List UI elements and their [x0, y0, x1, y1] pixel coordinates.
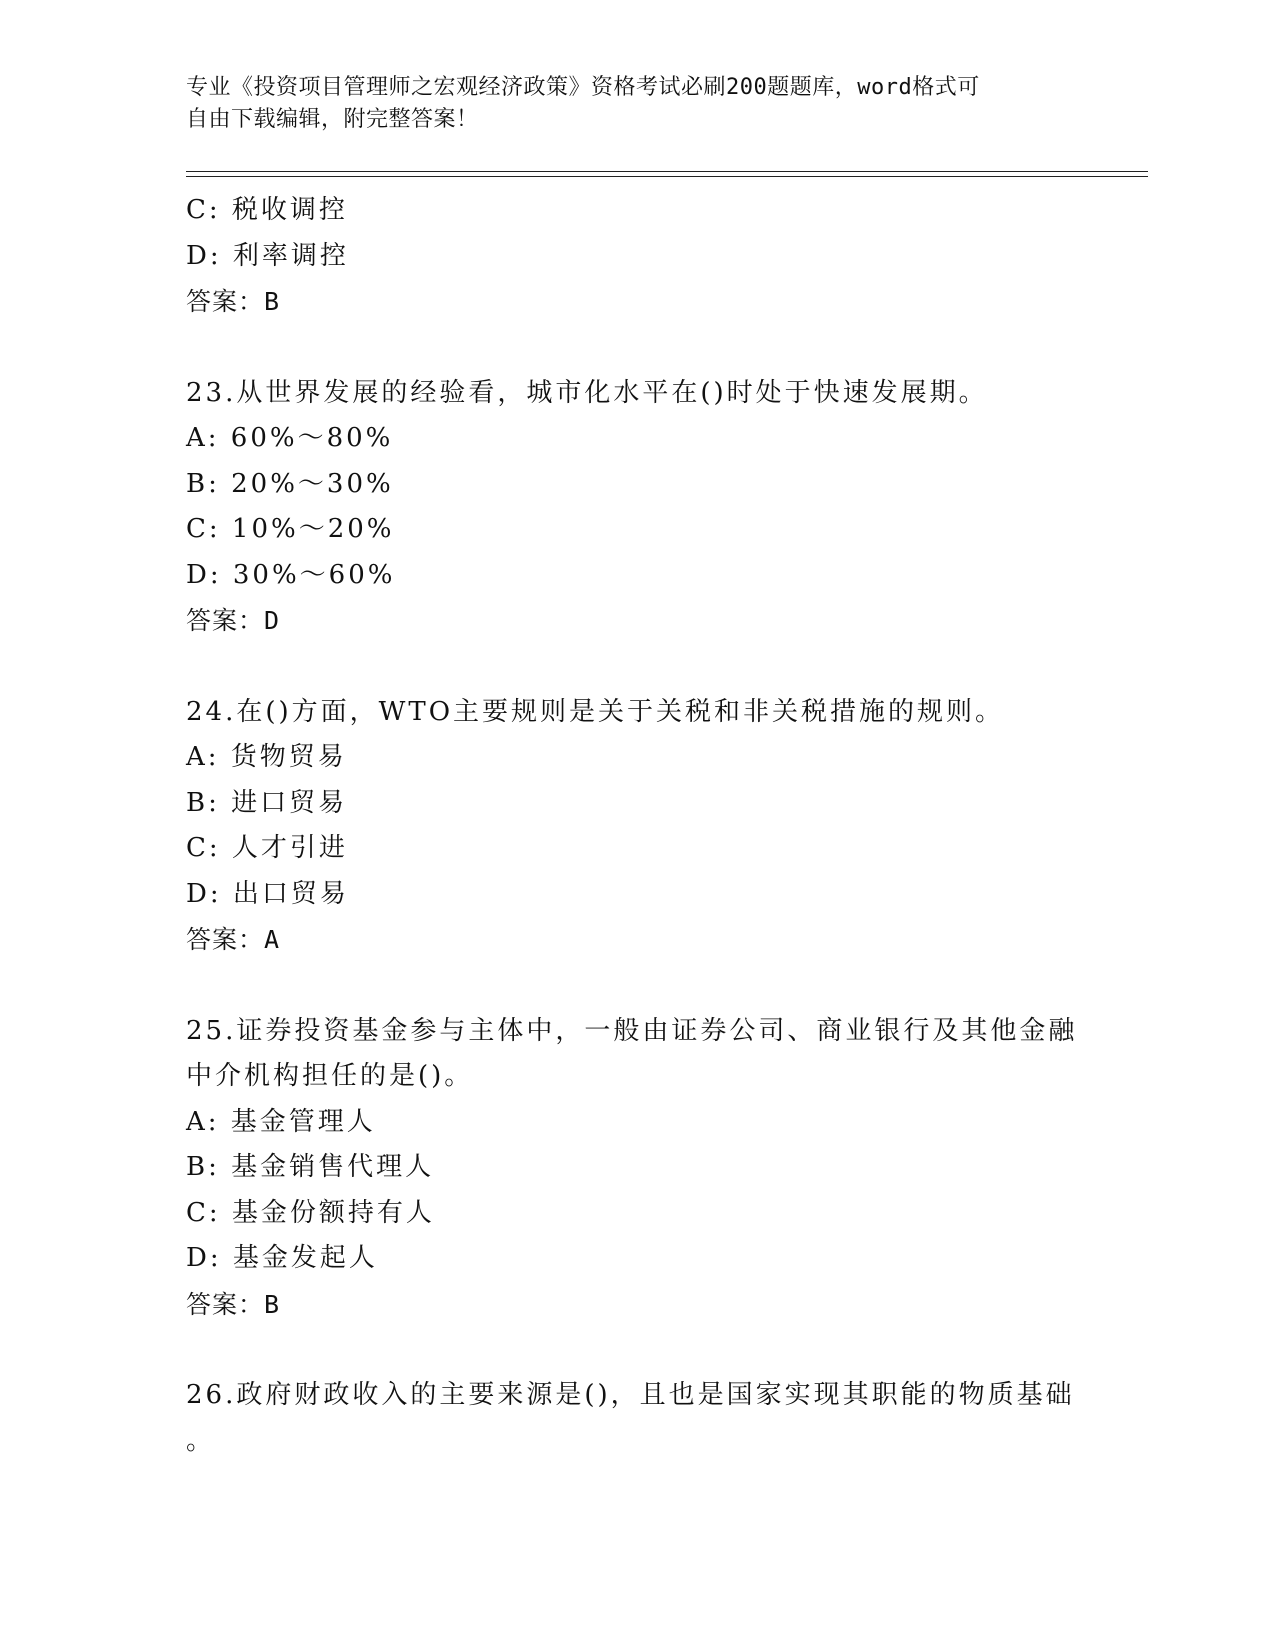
option-a: A: 货物贸易: [186, 742, 347, 772]
document-header: [186, 72, 1066, 136]
question-text-line-2: 。: [186, 1425, 216, 1456]
option-d: D: 出口贸易: [186, 878, 349, 909]
header-title-line-2: 自由下载编辑，附完整答案！: [186, 107, 479, 132]
question-text-line-1: 25.证券投资基金参与主体中，一般由证券公司、商业银行及其他金融: [186, 1015, 1078, 1046]
option-c: C: 10%～20%: [186, 514, 395, 544]
answer-label: 答案：B: [186, 1289, 281, 1319]
answer-label: 答案：B: [186, 287, 281, 316]
question-block-26: [186, 1373, 1086, 1464]
option-c: C: 人才引进: [186, 833, 348, 863]
question-block-22: [186, 188, 1086, 325]
option-d: D: 利率调控: [186, 240, 349, 271]
question-block-24: [186, 690, 1086, 963]
option-d: D: 基金发起人: [186, 1243, 378, 1273]
option-c: C: 基金份额持有人: [186, 1197, 435, 1228]
answer-label: 答案：D: [186, 606, 281, 635]
option-c: C: 税收调控: [186, 195, 348, 225]
option-b: B: 基金销售代理人: [186, 1152, 435, 1182]
question-block-25: [186, 1009, 1086, 1328]
spacer: [186, 1327, 1086, 1373]
option-a: A: 60%～80%: [186, 423, 394, 453]
option-d: D: 30%～60%: [186, 559, 396, 590]
answer-label: 答案：A: [186, 925, 281, 954]
spacer: [186, 963, 1086, 1009]
header-divider-top: [186, 171, 1148, 172]
header-divider-bottom: [186, 176, 1148, 177]
question-list: [186, 188, 1086, 1464]
option-b: B: 20%～30%: [186, 468, 394, 499]
spacer: [186, 644, 1086, 690]
question-text-line-1: 26.政府财政收入的主要来源是()，且也是国家实现其职能的物质基础: [186, 1380, 1075, 1410]
option-b: B: 进口贸易: [186, 787, 348, 818]
question-text: 24.在()方面，WTO主要规则是关于关税和非关税措施的规则。: [186, 696, 1005, 727]
question-text: 23.从世界发展的经验看，城市化水平在()时处于快速发展期。: [186, 377, 988, 408]
option-a: A: 基金管理人: [186, 1106, 376, 1137]
spacer: [186, 325, 1086, 371]
question-block-23: [186, 371, 1086, 644]
header-title-line-1: 专业《投资项目管理师之宏观经济政策》资格考试必刷200题题库，word格式可: [186, 75, 980, 100]
question-text-line-2: 中介机构担任的是()。: [186, 1061, 474, 1091]
